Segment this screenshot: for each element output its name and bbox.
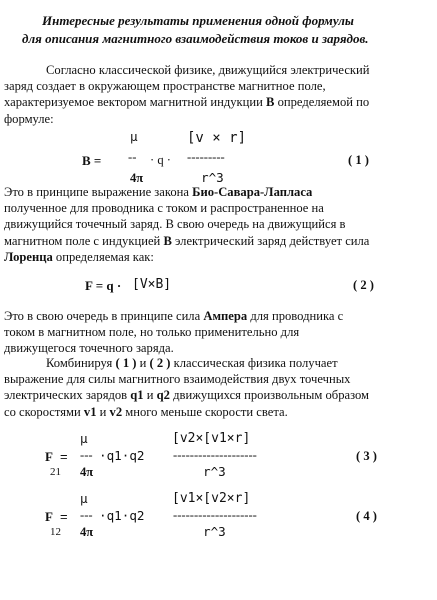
eq3-subscript: 21: [50, 466, 61, 478]
para2-line-5: [4, 249, 432, 265]
para4-text: Комбинируя: [46, 356, 116, 370]
eq4-four-pi: 4π: [80, 525, 94, 539]
eq4-denominator: r^3: [203, 524, 226, 539]
eq1-numerator: [v × r]: [187, 130, 247, 146]
para2-text: магнитном поле с индукцией: [4, 233, 164, 248]
para3-text: Это в свою очередь в принципе сила: [4, 309, 204, 323]
eq4-numerator: [v1×[v2×r]: [172, 491, 251, 506]
eq4-subscript: 12: [50, 526, 61, 538]
para4-text: движущихся произвольным образом: [169, 388, 370, 403]
para2-line-2: полученное для проводника с током и распространенное на: [4, 201, 324, 216]
eq4-equals: =: [60, 509, 68, 524]
paragraph-4: [4, 355, 432, 420]
para4-text: и: [136, 356, 150, 370]
eq1-tag: ( 1 ): [348, 153, 369, 167]
eq4-mu: μ: [80, 491, 88, 506]
eq3-four-pi: 4π: [80, 465, 94, 479]
para2-line-1: [4, 184, 432, 200]
eq1-denominator: r^3: [201, 170, 224, 185]
eq3-dash: ---: [80, 448, 93, 462]
velocity-v1: v1: [83, 404, 97, 419]
vector-b: B: [266, 95, 275, 110]
para4-line-2: выражение для силы магнитного взаимодействия двух точечных: [4, 372, 351, 387]
para3-line-2: током в магнитном поле, но только применительно для: [4, 325, 300, 340]
eq3-mu: μ: [80, 431, 88, 446]
para4-text: классическая физика получает: [170, 356, 338, 370]
eq3-charges: ·q1·q2: [99, 448, 145, 463]
eq4-dash: ---: [80, 508, 93, 522]
eq3-numerator: [v2×[v1×r]: [172, 431, 251, 446]
para4-line-3: [4, 387, 432, 403]
para3-text: для проводника с: [247, 309, 344, 323]
para4-line-4: [4, 404, 432, 420]
ref-eq2: ( 2 ): [149, 356, 171, 370]
para4-text: и: [96, 404, 110, 419]
eq1-dash: --: [128, 150, 137, 164]
title-line-1: Интересные результаты применения одной формулы: [42, 13, 354, 28]
eq2-tag: ( 2 ): [353, 278, 374, 292]
intro-line-3: [4, 94, 432, 110]
title-line-2: для описания магнитного взаимодействия токов и зарядов.: [22, 31, 369, 46]
intro-line-2: заряд создает в окружающем пространстве магнитное поле,: [4, 79, 326, 94]
eq4-tag: ( 4 ): [356, 509, 377, 523]
para4-text: со скоростями: [4, 404, 84, 419]
ampere-term: Ампера: [203, 309, 248, 323]
velocity-v2: v2: [109, 404, 123, 419]
para3-line-1: [4, 308, 432, 324]
para4-line-1: [4, 355, 432, 371]
eq1-four-pi: 4π: [130, 171, 144, 185]
para4-text: много меньше скорости света.: [122, 404, 288, 419]
intro-paragraph: [4, 62, 432, 127]
eq2-bracket: [V×B]: [132, 277, 172, 292]
intro-text: характеризуемое вектором магнитной индукции: [4, 95, 267, 110]
ref-eq1: ( 1 ): [115, 356, 137, 370]
eq1-mu: μ: [130, 129, 138, 144]
para4-text: электрических зарядов: [4, 388, 131, 403]
intro-text: определяемой по: [274, 95, 370, 110]
para4-text: и: [143, 388, 157, 403]
intro-line-1: Согласно классической физике, движущийся электрический: [46, 63, 370, 77]
charge-q2: q2: [156, 388, 170, 403]
eq4-charges: ·q1·q2: [99, 508, 145, 523]
eq3-equals: =: [60, 449, 68, 464]
eq2-lhs: F = q ·: [85, 278, 122, 293]
charge-q1: q1: [130, 388, 144, 403]
paragraph-2: [4, 184, 432, 265]
para2-text: электрический заряд действует сила: [171, 233, 370, 248]
para3-line-3: движущегося точечного заряда.: [4, 341, 174, 356]
vector-b: B: [163, 233, 172, 248]
eq3-denominator: r^3: [203, 464, 226, 479]
para2-line-4: [4, 233, 432, 249]
biot-savart-term: Био-Савара-Лапласа: [192, 185, 313, 199]
paragraph-3: [4, 308, 432, 357]
para2-line-3: движущийся точечный заряд. В свою очередь на движущийся в: [4, 217, 346, 232]
para2-text: определяемая как:: [52, 249, 154, 264]
eq3-tag: ( 3 ): [356, 449, 377, 463]
eq3-lhs: F: [45, 449, 53, 464]
para2-text: Это в принципе выражение закона: [4, 185, 193, 199]
intro-line-4: формуле:: [4, 111, 54, 126]
eq1-q: · q ·: [150, 153, 171, 167]
eq1-fraction-bar: ---------: [187, 150, 225, 164]
eq4-fraction-bar: --------------------: [173, 508, 257, 522]
eq1-lhs: B =: [82, 153, 102, 168]
eq4-lhs: F: [45, 509, 53, 524]
lorentz-term: Лоренца: [4, 249, 53, 264]
eq3-fraction-bar: --------------------: [173, 448, 257, 462]
